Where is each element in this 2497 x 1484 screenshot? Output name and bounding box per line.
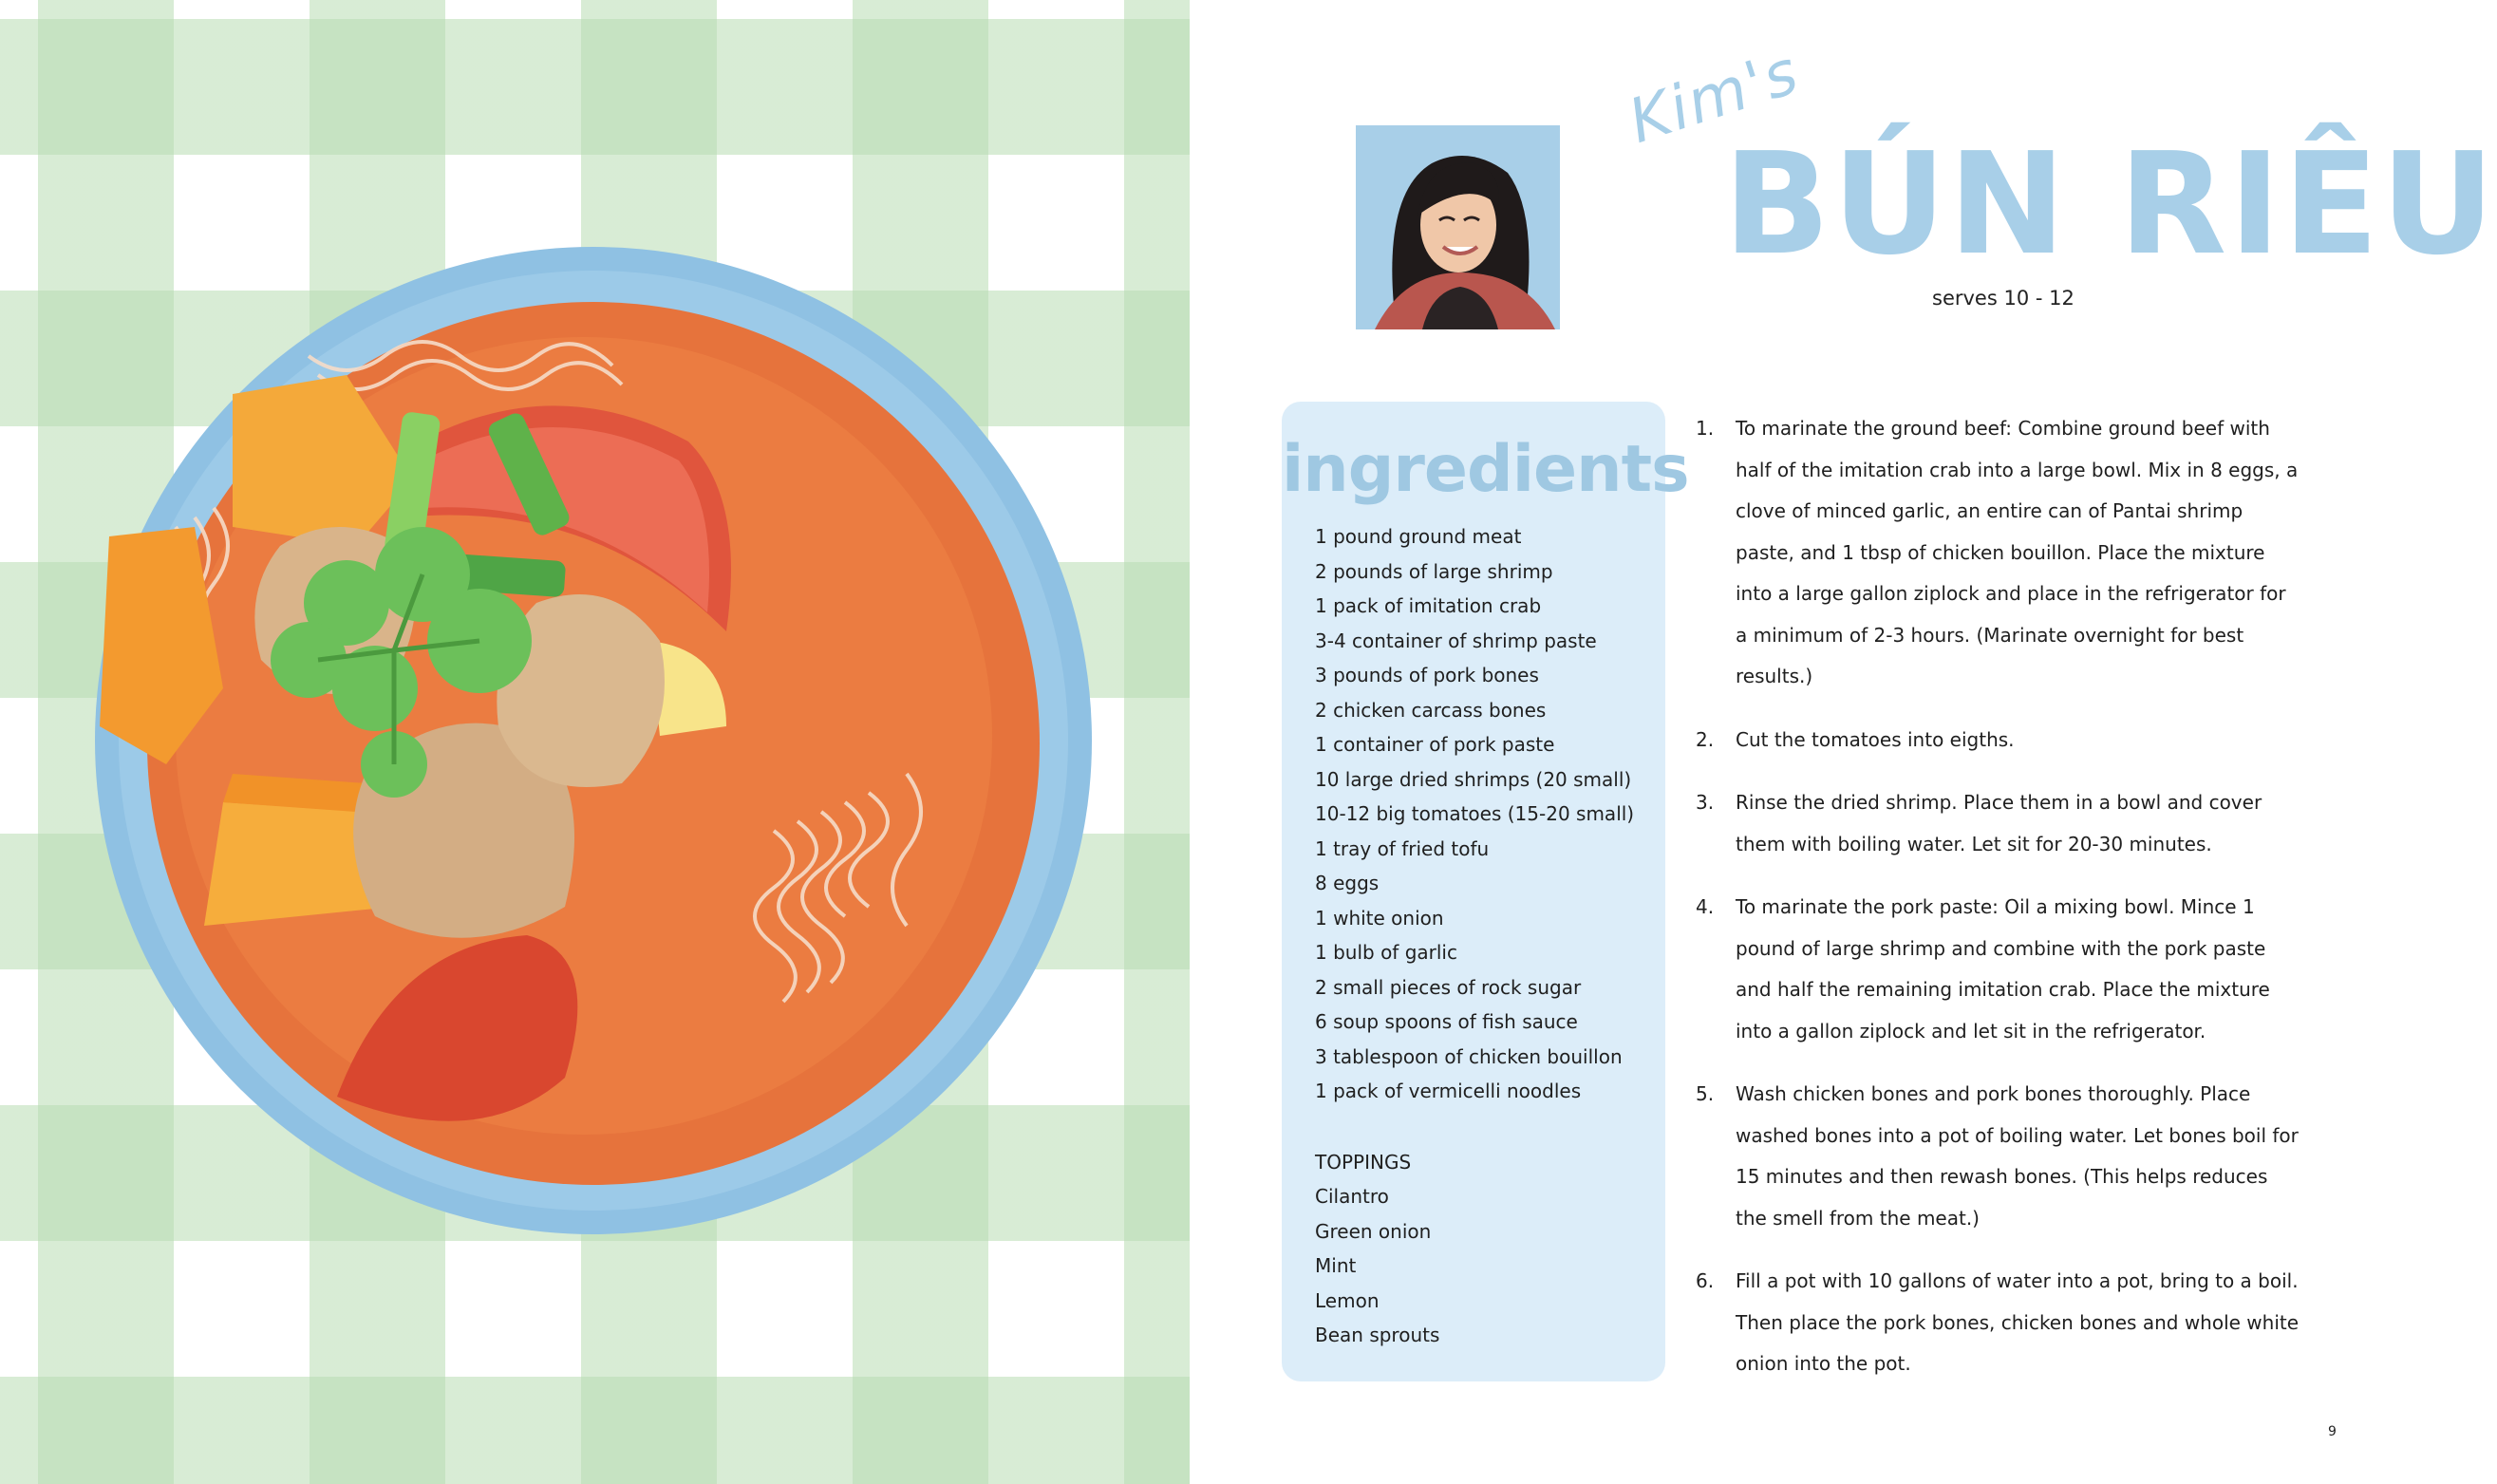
step-text: Cut the tomatoes into eigths. <box>1736 727 2015 751</box>
instruction-step <box>1696 1261 2303 1385</box>
ingredient-item: 3 pounds of pork bones <box>1315 664 1539 686</box>
step-number: 1. <box>1696 417 1715 440</box>
ingredient-item: 2 pounds of large shrimp <box>1315 559 1553 583</box>
step-text: To marinate the ground beef: Combine ground beef with half of the imitation crab into a large bowl. Mix in 8 eggs, a clove of minced garlic, an entire can of Pantai shrimp paste, and 1 tbsp of chicken bouillon. Place the mixture into a large gallon ziplock and place in the refrigerator for a minimum of 2-3 hours. (Marinate overnight for best results.) <box>1736 417 2299 687</box>
ingredient-item: 3 tablespoon of chicken bouillon <box>1315 1044 1623 1068</box>
ingredient-item: 1 bulb of garlic <box>1315 941 1457 964</box>
step-text: Fill a pot with 10 gallons of water into a pot, bring to a boil. Then place the pork bones, chicken bones and whole white onion into the pot. <box>1736 1269 2300 1375</box>
ingredient-item: 6 soup spoons of fish sauce <box>1315 1010 1578 1033</box>
ingredients-list <box>1315 519 1634 1109</box>
step-number: 6. <box>1696 1269 1715 1292</box>
step-text: Wash chicken bones and pork bones thoroughly. Place washed bones into a pot of boiling water. Let bones boil for 15 minutes and then rewash bones. (This helps reduces the smell from the meat.) <box>1736 1082 2299 1230</box>
ingredient-item: 8 eggs <box>1315 872 1380 894</box>
instruction-step <box>1696 408 2303 698</box>
topping-item: Lemon <box>1315 1288 1380 1312</box>
toppings-heading: TOPPINGS <box>1315 1151 1412 1174</box>
ingredient-item: 1 pack of imitation crab <box>1315 594 1542 617</box>
instructions-list <box>1696 408 2303 1407</box>
instruction-step <box>1696 782 2303 865</box>
instruction-step <box>1696 887 2303 1052</box>
step-text: To marinate the pork paste: Oil a mixing bowl. Mince 1 pound of large shrimp and combine with the pork paste and half the remaining imitation crab. Place the mixture into a gallon ziplock and let sit in the refrigerator. <box>1736 895 2270 1043</box>
ingredient-item: 10 large dried shrimps (20 small) <box>1315 767 1632 791</box>
topping-item: Mint <box>1315 1254 1357 1277</box>
ingredient-item: 1 pound ground meat <box>1315 525 1522 548</box>
ingredients-heading: ingredients <box>1282 432 1689 507</box>
ingredient-item: 10-12 big tomatoes (15-20 small) <box>1315 802 1635 825</box>
ingredient-item: 1 white onion <box>1315 906 1444 930</box>
ingredients-panel <box>1282 402 1689 1381</box>
topping-item: Green onion <box>1315 1219 1432 1243</box>
page-number: 9 <box>2328 1424 2337 1439</box>
ingredient-item: 1 container of pork paste <box>1315 733 1555 756</box>
topping-item: Bean sprouts <box>1315 1324 1440 1346</box>
toppings-list <box>1315 1179 1439 1353</box>
instruction-step <box>1696 1074 2303 1239</box>
ingredient-item: 2 small pieces of rock sugar <box>1315 975 1582 999</box>
ingredient-item: 3-4 container of shrimp paste <box>1315 629 1597 652</box>
step-number: 3. <box>1696 791 1715 814</box>
ingredient-item: 1 pack of vermicelli noodles <box>1315 1080 1582 1102</box>
step-number: 2. <box>1696 727 1715 751</box>
kim-portrait-illustration <box>1356 125 1560 329</box>
bun-rieu-bowl-illustration <box>90 242 1097 1239</box>
ingredient-item: 1 tray of fried tofu <box>1315 836 1490 860</box>
serving-size: serves 10 - 12 <box>1932 287 2075 310</box>
instruction-step <box>1696 720 2303 761</box>
step-text: Rinse the dried shrimp. Place them in a bowl and cover them with boiling water. Let sit for 20-30 minutes. <box>1736 791 2262 855</box>
step-number: 4. <box>1696 895 1715 918</box>
title-prefix: Kim's <box>1621 37 1809 158</box>
recipe-title: BÚN RIÊU <box>1723 122 2497 286</box>
ingredient-item: 2 chicken carcass bones <box>1315 698 1547 722</box>
step-number: 5. <box>1696 1082 1715 1105</box>
gingham-tablecloth <box>0 0 1190 1484</box>
topping-item: Cilantro <box>1315 1185 1389 1208</box>
